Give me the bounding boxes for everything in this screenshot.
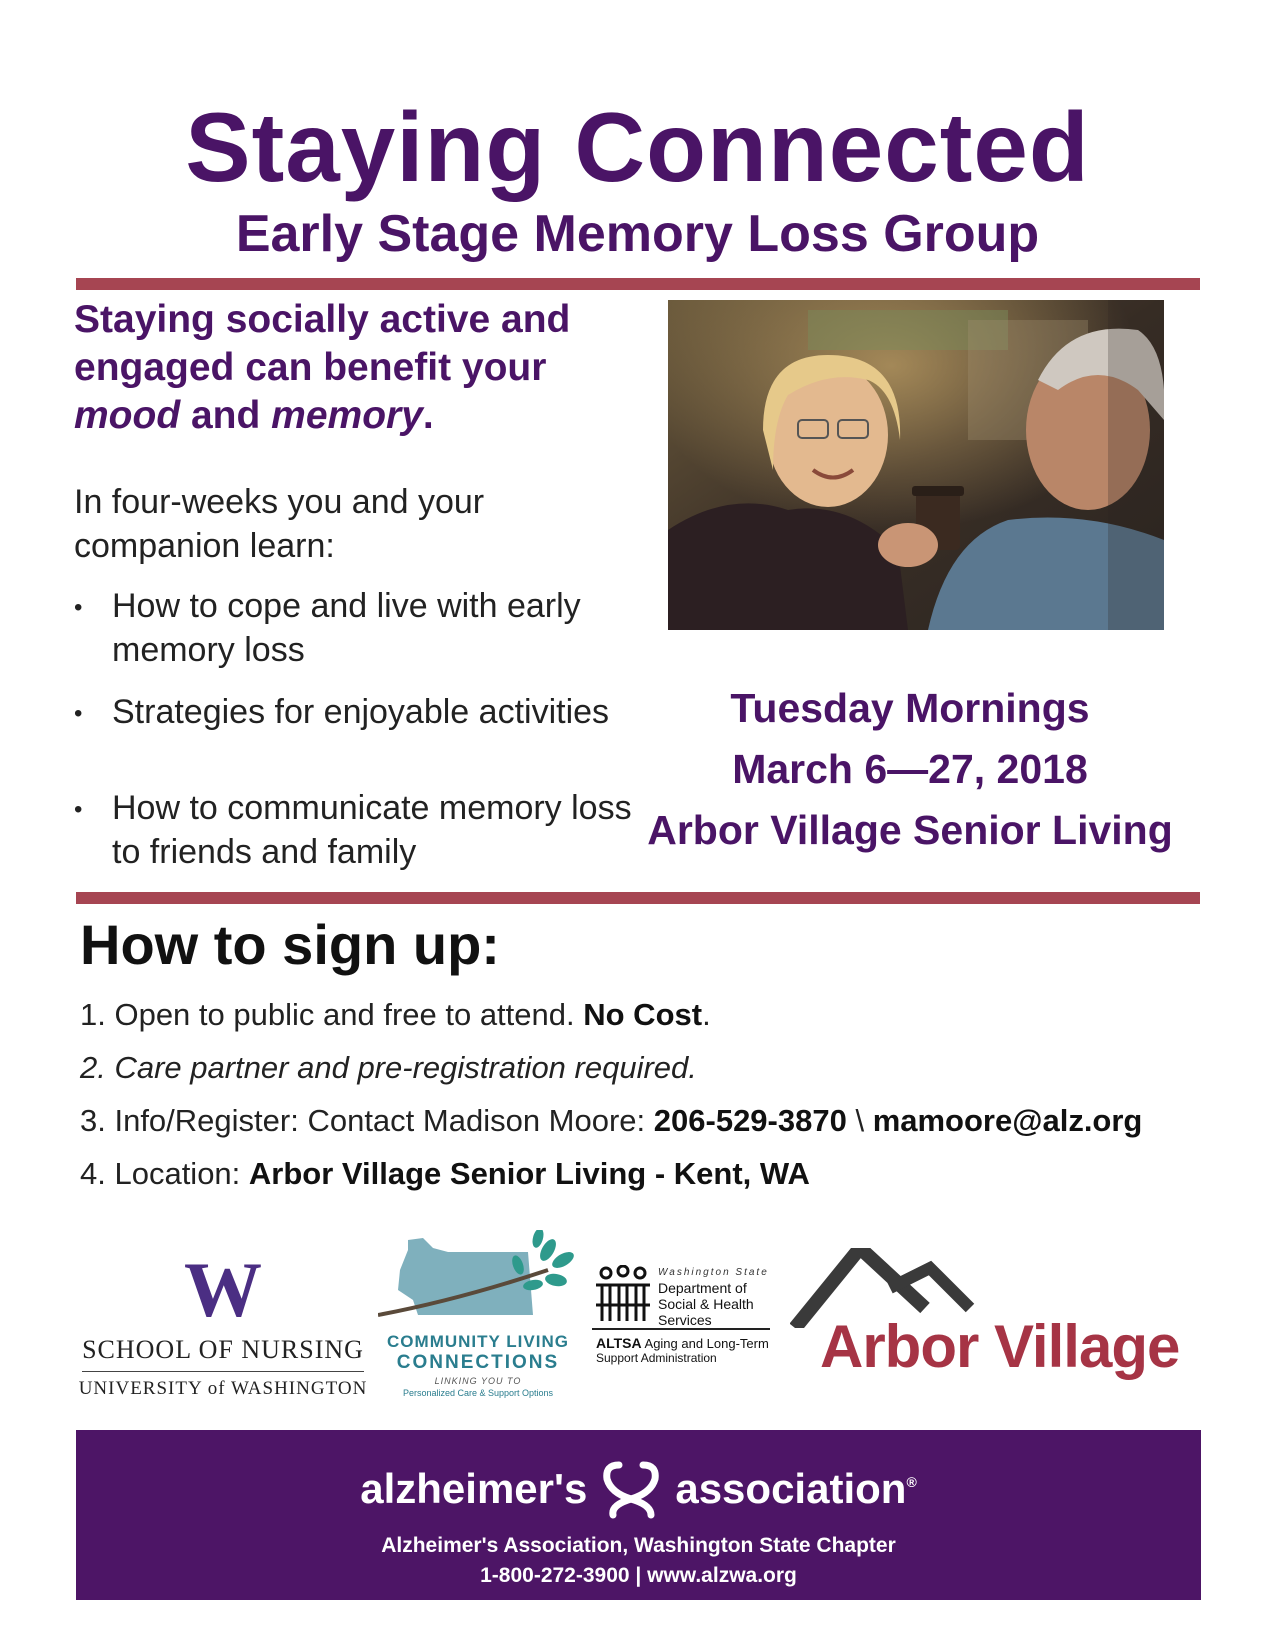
tagline-and: and [180, 394, 272, 437]
step-3: 3. Info/Register: Contact Madison Moore: 206-529-3870 \ mamoore@alz.org [80, 1103, 1143, 1138]
brand-left: alzheimer's [360, 1465, 588, 1513]
divider-middle [76, 892, 1200, 904]
no-cost-label: No Cost [583, 997, 703, 1032]
signup-heading: How to sign up: [80, 913, 500, 976]
tagline-mood: mood [74, 394, 181, 437]
photo-couple-cafe [668, 300, 1164, 630]
dshs-logo [592, 1265, 772, 1375]
step-4: 4. Location: Arbor Village Senior Living - Kent, WA [80, 1156, 810, 1191]
alzheimers-association-logo [76, 1452, 1201, 1512]
uw-university-label: UNIVERSITY of WASHINGTON [78, 1378, 368, 1399]
clc-line2: CONNECTIONS [396, 1352, 560, 1373]
signup-steps [80, 988, 1220, 1200]
footer-contact[interactable]: 1-800-272-3900 | www.alzwa.org [480, 1564, 797, 1587]
dshs-family-icon [592, 1265, 654, 1325]
uw-school-label: SCHOOL OF NURSING [82, 1335, 364, 1364]
tagline [74, 296, 634, 440]
divider-top [76, 278, 1200, 290]
location-name: Arbor Village Senior Living - Kent, WA [248, 1156, 810, 1191]
uw-nursing-logo [78, 1246, 368, 1399]
registered-mark: ® [906, 1474, 917, 1490]
community-living-connections-logo [378, 1230, 578, 1400]
schedule-block [620, 678, 1200, 861]
list-item: • Strategies for enjoyable activities [74, 690, 634, 786]
clc-line4: Personalized Care & Support Options [402, 1388, 554, 1398]
list-item: • How to cope and live with early memory loss [74, 584, 634, 690]
chapter-label: Alzheimer's Association, Washington State Chapter [381, 1534, 896, 1557]
arbor-village-wordmark: Arbor Village [820, 1313, 1180, 1380]
clc-line3: LINKING YOU TO [434, 1376, 522, 1386]
dshs-divider [592, 1328, 770, 1330]
tagline-text: Staying socially active and engaged can benefit your [74, 298, 571, 389]
page-title: Staying Connected [185, 92, 1090, 202]
dshs-state-label: Washington State [658, 1267, 769, 1278]
step-2: 2. Care partner and pre-registration required. [80, 1050, 697, 1085]
schedule-venue: Arbor Village Senior Living [647, 807, 1173, 853]
contact-phone: 206-529-3870 [653, 1103, 847, 1138]
uw-mark: W [184, 1246, 262, 1333]
alzheimers-purple-ribbon-icon [599, 1459, 663, 1519]
schedule-dates: March 6—27, 2018 [732, 746, 1088, 792]
brand-right: association [675, 1465, 907, 1513]
learn-list [74, 584, 634, 874]
intro-lead: In four-weeks you and your companion learn: [74, 483, 485, 565]
altsa-label: ALTSA Aging and Long-Term [596, 1335, 769, 1351]
list-item: • How to communicate memory loss to friends and family [74, 786, 634, 874]
dshs-dept-label: Department of Social & Health Services [658, 1280, 754, 1328]
step-1: 1. Open to public and free to attend. No Cost. [80, 997, 711, 1032]
clc-line1: COMMUNITY LIVING [387, 1332, 569, 1351]
altsa-support-label: Support Administration [596, 1351, 717, 1365]
tagline-memory: memory [271, 394, 423, 437]
washington-map-icon [378, 1230, 578, 1330]
footer-banner [76, 1430, 1201, 1600]
uw-divider [82, 1371, 364, 1372]
tagline-end: . [422, 394, 434, 437]
page-subtitle: Early Stage Memory Loss Group [235, 205, 1040, 263]
contact-email[interactable]: mamoore@alz.org [872, 1103, 1143, 1138]
schedule-day: Tuesday Mornings [730, 685, 1090, 731]
arbor-village-logo [790, 1248, 1200, 1388]
